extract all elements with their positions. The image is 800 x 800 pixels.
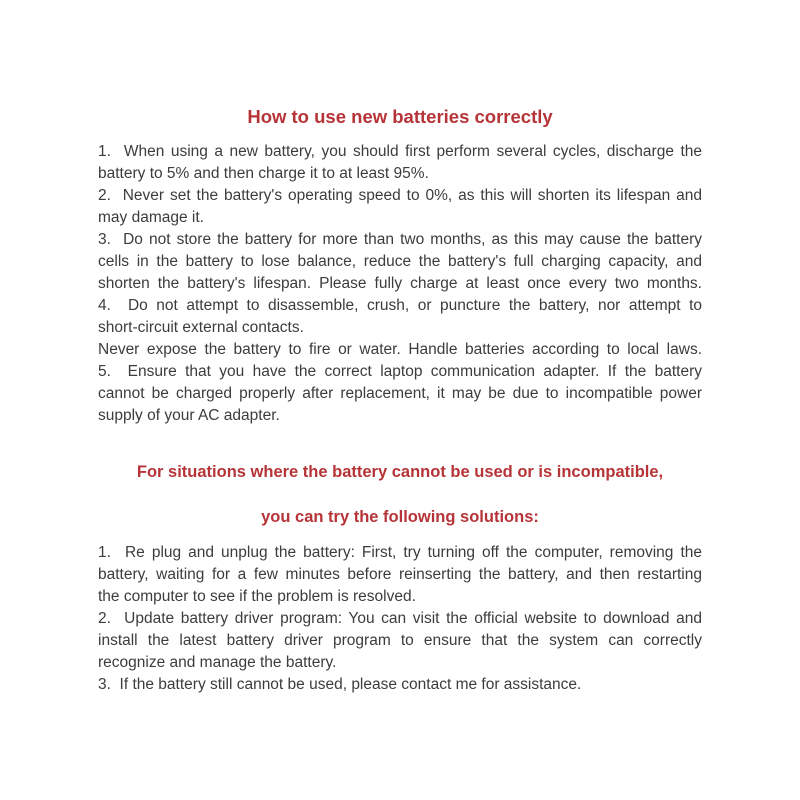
- usage-instructions-paragraphs: [98, 141, 702, 427]
- text-line: short-circuit external contacts.: [98, 319, 304, 336]
- text-line: supply of your AC adapter.: [98, 407, 280, 424]
- text-line: 2. Never set the battery's operating speed to 0%, as this will shorten its lifespan and: [98, 187, 702, 204]
- text-line: 3. If the battery still cannot be used, please contact me for assistance.: [98, 676, 582, 693]
- text-line: cells in the battery to lose balance, reduce the battery's full charging capacity, and: [98, 253, 702, 270]
- usage-heading: How to use new batteries correctly: [247, 106, 553, 127]
- solutions-heading: you can try the following solutions:: [261, 508, 539, 526]
- text-line: Never expose the battery to fire or water. Handle batteries according to local laws.: [98, 341, 702, 358]
- text-line: the computer to see if the problem is resolved.: [98, 588, 416, 605]
- text-line: install the latest battery driver program to ensure that the system can correctly: [98, 632, 702, 649]
- text-line: 5. Ensure that you have the correct laptop communication adapter. If the battery: [98, 363, 702, 380]
- situations-heading: For situations where the battery cannot be used or is incompatible,: [136, 463, 664, 481]
- text-line: may damage it.: [98, 209, 204, 226]
- troubleshooting-steps-paragraphs: [98, 542, 702, 696]
- text-line: 1. Re plug and unplug the battery: First, try turning off the computer, removing the: [98, 544, 702, 561]
- text-line: 1. When using a new battery, you should first perform several cycles, discharge the: [98, 143, 702, 160]
- text-line: 3. Do not store the battery for more than two months, as this may cause the battery: [98, 231, 702, 248]
- text-line: cannot be charged properly after replacement, it may be due to incompatible power: [98, 385, 702, 402]
- text-line: recognize and manage the battery.: [98, 654, 337, 671]
- text-line: 2. Update battery driver program: You can visit the official website to download and: [98, 610, 702, 627]
- text-line: battery to 5% and then charge it to at least 95%.: [98, 165, 429, 182]
- text-line: battery, waiting for a few minutes before reinserting the battery, and then restarting: [98, 566, 702, 583]
- text-line: 4. Do not attempt to disassemble, crush, or puncture the battery, nor attempt to: [98, 297, 702, 314]
- text-line: shorten the battery's lifespan. Please fully charge at least once every two months.: [98, 275, 702, 292]
